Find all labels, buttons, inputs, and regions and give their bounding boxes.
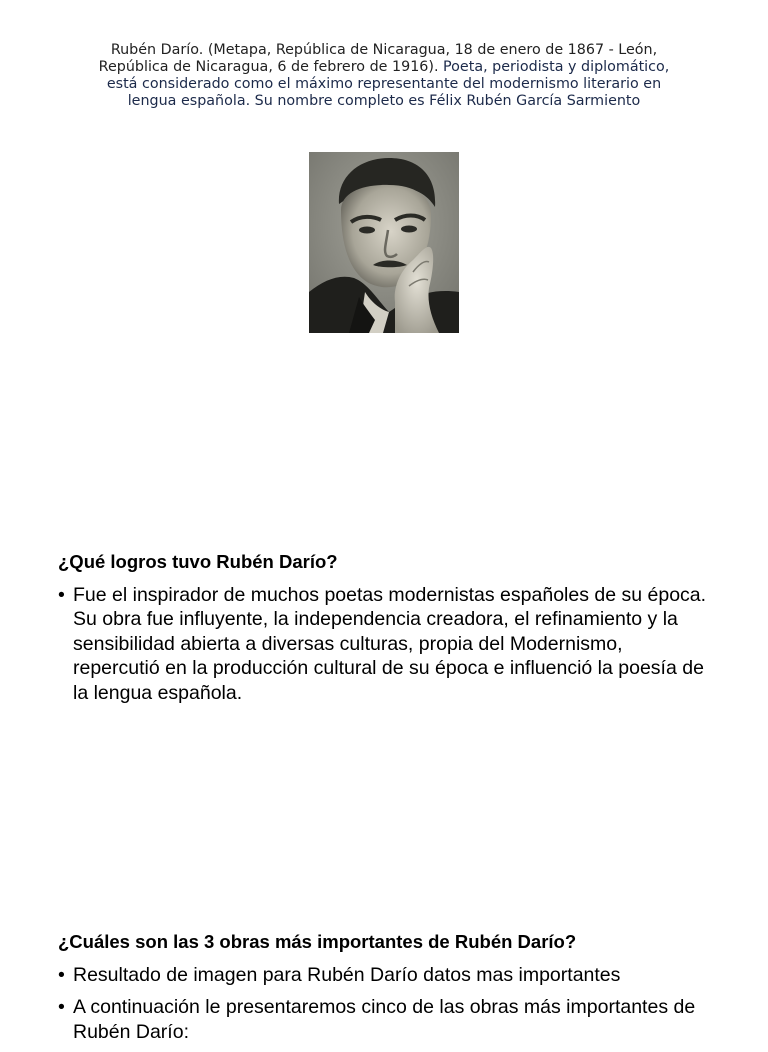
list-item-text: Fue el inspirador de muchos poetas modernistas españoles de su época. Su obra fue influyente, la independencia creadora, el refinamiento y la sensibilidad abierta a diversas culturas, propia del Modernismo, repercutió en la producción cultural de su época e influenció la poesía de la lengua española. <box>73 584 707 704</box>
intro-text-part-b: Poeta, periodista y diplomático, está considerado como el máximo representante del modernismo literario en lengua española. Su nombre completo es Félix Rubén García Sarmiento <box>106 59 670 109</box>
list-item-text: Resultado de imagen para Rubén Darío datos mas importantes <box>73 964 621 986</box>
list-item <box>58 963 708 987</box>
bullet-icon: • <box>58 964 65 986</box>
works-list <box>58 963 708 1052</box>
section-heading-works: ¿Cuáles son las 3 obras más importantes de Rubén Darío? <box>58 931 577 952</box>
portrait-image <box>309 152 459 333</box>
intro-paragraph <box>96 42 672 110</box>
achievements-list <box>58 583 708 713</box>
section-heading-achievements: ¿Qué logros tuvo Rubén Darío? <box>58 551 338 572</box>
bullet-icon: • <box>58 996 65 1019</box>
portrait-illustration <box>309 152 459 333</box>
list-item-text: A continuación le presentaremos cinco de las obras más importantes de Rubén Darío: <box>73 996 696 1043</box>
bullet-icon: • <box>58 584 65 606</box>
list-item <box>58 583 708 705</box>
list-item <box>58 995 708 1044</box>
intro-text-part-a: Rubén Darío. (Metapa, República de Nicaragua, 18 de enero de 1867 - León, República de Nicaragua, 6 de febrero de 1916). <box>98 42 658 75</box>
